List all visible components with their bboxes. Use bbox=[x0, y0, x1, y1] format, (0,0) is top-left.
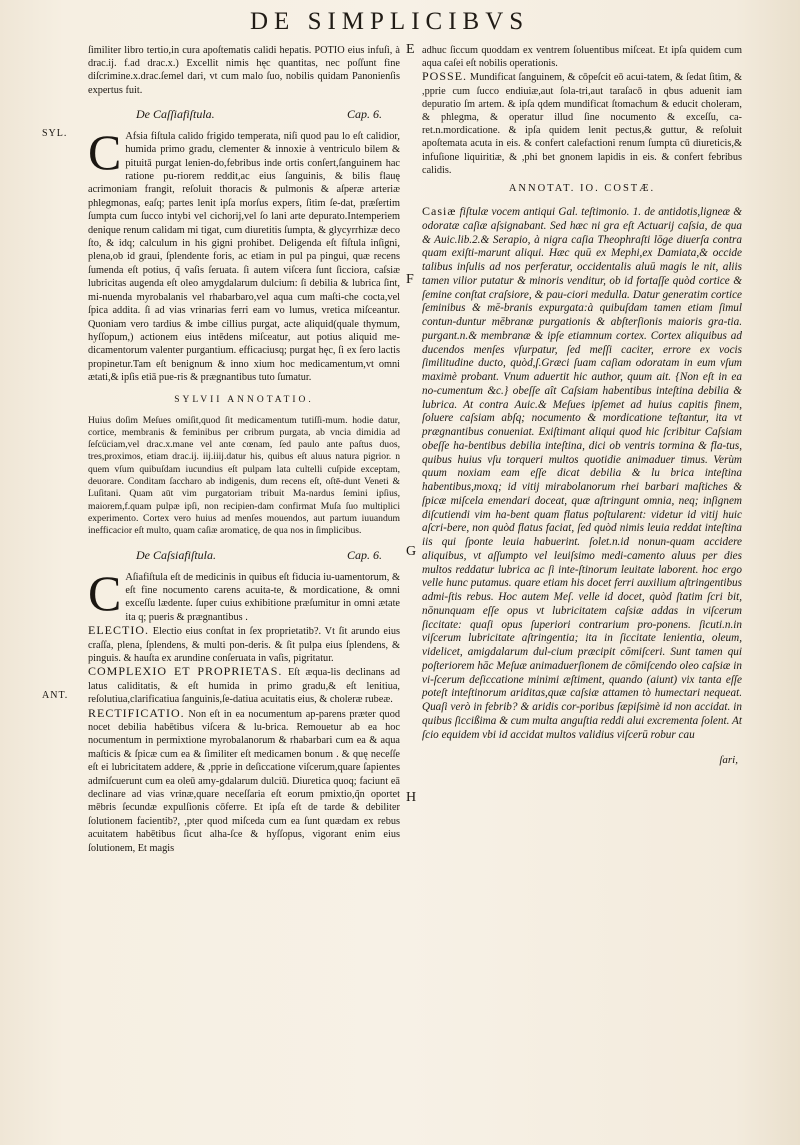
electio-section bbox=[88, 624, 400, 665]
antidotarium-intro: Aſiafiſtula eſt de medicinis in quibus eſt fiducia iu-uamentorum, & eſt fine nocumento carens acuita-te, & mordicatione, & omni exceſſu lædente. ſuper cuius exhibitione præſumitur in omni ætate ita q; pueris & prægnantibus . bbox=[125, 571, 400, 623]
rectificatio-section bbox=[88, 707, 400, 855]
sylvius-entry-text: Afsia fiſtula calido frigido temperata, niſi quod pau lo eſt calidior, humida primo gradu, clementer & innoxie à ventriculo bilem & pituitā purgat lenien-do,febribus inde ortis conſert,ſanguinem hac ratione pu-riorem reddit,ac eius ſanguinis, & bilis flauę acrimoniam frangit, reſoluit thoracis & pulmonis & aſperæ arteriæ phlegmonas, eaſq; partes lenit ipſa morſus expers, ſitim ſe-dat, præſertim ſumpta cum ſucco intybi vel cichorij,vel ſo lani arte depurato.Intemperiem denique renum calidam mi tigat, cum diuretitis ſumpta, & glycyrrhizæ deco ſto, & idq; calculum in his gigni prohibet. Deligenda eſt fiſtula inſigni, plena,ob id graui, ſplendente foris, ac etiam in pul pa pingui, quæ recens ſumenda eſt potius, q̃ vaſis ſeruata. ſi autem viſcera ſunt ſicciora, caſsiæ lubricitas augenda eſt oleo amygdalarum dulcium: ſi debilia & lubrica ſint, mi-nuenda myrobalanis vel rhabarbaro,vel aqua cum maſti-che cocta,vel ſpica addita. ſi ad vias vrinarias ferri eam vo lumus, vretica miſceantur. Quoniam vero tardius & imbe cillius purgat, acte aliquid(quale thymum, hyſſopum,) actionem eius intēdens miſceatur, aut potius aliquid me-dicamentorum valenter purgantium. efficaciusq; purgat hęc, ſi ex ſero lactis propinetur.Tam eſt benignum & inno xium hoc medicamentum,vt omni ætati,& ipſis etiā pue-ris & prægnantibus tuto ſumatur. bbox=[88, 130, 400, 384]
continued-text: adhuc ſiccum quoddam ex ventrem ſoluentibus miſceat. Et ipſa quidem cum aqua caſei eſt nobilis operationis. bbox=[422, 45, 742, 70]
antidotarium-entry bbox=[88, 564, 400, 625]
chapter-number: Cap. 6. bbox=[346, 106, 382, 121]
margin-letter-h: H bbox=[406, 790, 417, 805]
margin-letter-g: G bbox=[406, 544, 417, 559]
sylvius-entry bbox=[88, 123, 400, 385]
annotation-body: fiſtulæ vocem antiqui Gal. teſtimonio. 1. de antidotis,ligneæ & odoratæ caſiæ aſsignabant. Sed hæc ni gra eſt Actuarij caſsia, de qua & Auic.lib.2.& Serapio, à nigra caſia Theophraſti lōge diuerſa contra quam exiſti-marunt aliqui. Hæc quū ex Mephi,ex Damiata,& occide talibus inſulis ad nos perferatur, occidentalis aluū magis le nit, aliis tamen vilior putatur & minoris venditur, ob id fortaſſe quòd cortice & ſemine conſtat craſsiore, & pau-ciori medulla. Datur generatim cortice ſeminibus & mē-branis expurgata:à quibuſdam tamen etiam ſimul contun-duntur mēbranæ purgationis & abſterſionis maioris gra-tia. purgant.n.& membranæ & ipſe etiamnum cortex. Cortex aliquibus ad ducendos menſes vſurpatur, ſed meſſi caciter, errore ex vocis ſimilitudine ducto, quòd,ſ.Græci ſuam caſiam odoratam in eum vſum maximè probant. Vnum aduertit hic author, quum ait. {Non eſt in ea no-cumentum &c.} obeſſe aît Caſsiam habentibus inteſtina debilia & lubrica. At contra Auic.& Meſues ipſemet ad huius capitis finem, ſoluere caſsiam abſq; nocumento & mordicatione teſtantur, ita vt prægnantibus conueniat. Exiſtimant aliqui quod hic ſcribitur Caſsiam obeſſe ha-bentibus debilia inteſtina, dici ob ventris tormina & fla-tus, quibus huius vſu torqueri multos quotidie animaduer timus. Verùm quum noxiam eam eſſe dicat debilia & lu brica inteſtina habentibus,moxq; id vitij mirabolanorum rhei barbari maſtiches & ſpicæ miſcela emendari doceat, quæ aſtringunt omnia, neq; inſignem diſcutiendi vim ha-bent quam flatus poſtularent: videtur id vitij huic aſcri-bere, non quòd flatus faciat, ſed quòd nimis leuia reddat inteſtina iis qui ſponte leuia habuerint. ſolet.n.id nonun-quam accidere aliquibus, vt aſſumpto vel leuiſsimo medi-camento aluus per dies multos reddatur lubrica ac ſi inte-ſtinorum leuitate laborent. hoc ergo velle hunc putamus. quare etiam his docet ferri auxilium aſtringentibus admi-ſtis rebus. Hoc autem Meſ. velle id docet, quòd ſtatim ſcri bit, nōnunquam eſſe opus vt lubricitatem caſsiæ addas in viſcerum ſiccitate: quaſi opus ſuperiori contrarium pro-ponens. ſicuti.n.in viſcerum lubricitate aſtringentia; ita in ſiccitate lenientia, oleum, videlicet, amigdalarum dul-cium præcipit cōmiſceri. Sunt tamen qui poſteriorem hāc Meſuæ animaduerſionem de cōmiſcendo oleo caſsiæ in vi-ſcerum deſiccatione minimi æſtiment, quando (aiunt) vix tanta eſſe poteſt inteſtinorum ariditas,quæ caſsiæ attamen tò humectari nequeat. Quaſi verò in febrib? & aridis cor-poribus ſæpiſsimè id non accidat. in quibus ſiccißima & cum multa anguſtia reddi alui excrementa ſolent. At ſcio equidem vbi id accidat multos validius viſcerū robur cau bbox=[422, 206, 742, 741]
section-label: ELECTIO. bbox=[88, 623, 149, 638]
section-label: COMPLEXIO ET PROPRIETAS. bbox=[88, 664, 283, 679]
intro-paragraph: ſimiliter libro tertio,in cura apoſtematis calidi hepatis. POTIO eius infuſi, à drac.ij. f.ad drac.x.) Excellit nimis hęc quantitas, nec poſſunt fine diſcrimine.x.drac.ſemel dari, vt cum malo ſuo, nobilis quidam Panonienſis expertus fuit. bbox=[88, 45, 400, 96]
catchword: ſari, bbox=[719, 753, 738, 766]
costa-annotation-text bbox=[422, 205, 742, 742]
sylvii-annotatio-heading: SYLVII ANNOTATIO. bbox=[174, 394, 314, 405]
sylvii-annotatio-text: Huius doſim Meſues omiſit,quod ſit medicamentum tutiſſi-mum. hodie datur, cortice, membranis & feminibus per cribrum purgata, ab vncia dimidia ad ſeſcüciam,vel drac.x.mane vel ante cœnam, ſed paulo ante paſtus duos, tres,proximos, etiam drac.ij. iij.iiij.datur his, quibus eſt aluus natura pigrior. n quem vſum quibuſdam iucundius eſt pulpam lata cultelli cuſpide exceptam, deuorare. Conditam ſaccharo ab indigenis, dum recens eſt, oſtē-dunt Veneti & Luſitani. Quam aūt vim purgatoriam tribuit Ma-nardus ſemini ipſius, maiorem,f.quam pulpæ ipſi, non recipien-dam confirmat Muſa ſuo multiplici experimento. Cortex vero huius ad menſes mouendos, aut partum iuuandum inefficacior eſt multo, quam caſiæ aromaticę, de qua nos in ſimplicibus. bbox=[88, 414, 400, 537]
section-label: POSSE. bbox=[422, 69, 468, 84]
margin-label-ant: ANT. bbox=[42, 690, 69, 701]
posse-section bbox=[422, 70, 742, 177]
annotation-opening-word: Casiæ bbox=[422, 204, 457, 219]
section-text: Eſt æqua-lis declinans ad latus caliditatis, & eſt humida in primo gradu,& eſt lenitiua, reſolutiua,clarificatiua ſanguinis,ſe-datiua acuitatis eius, & choleræ rubeæ. bbox=[88, 667, 401, 706]
chapter-title: De Caſſiafiſtula. bbox=[136, 106, 215, 121]
section-text: Non eſt in ea nocumentum ap-parens præter quod nocet debilia habētibus viſcera & lu-brica. Remouetur ab ea hoc nocumentum in permixtione myrobalanorum & rhabarbari cum ea & aqua maſticis & ſpicæ cum ea & ſimiliter eſt medicamen bonum . & quę neceſſe eſt ei lubricitatem addere, & ,pprie in deſiccatione viſcerum,quare ſapientes admiſcuerunt cum ea oleū amy-gdalarum dulciū. Diuretica quoq; faciunt eā declinare ad vias vrinæ,quare neceſſaria eſt eorum pmixtio,q̃n oportet mēbris ſecundæ expulſionis cōferre. Et ipſa eſt de tarde & debiliter ſolutionem facientib?, ,pter quod miſceda cum ea ſunt quædam ex rebus acuitatem habētibus ſicut alha-ſce & hyſſopus, vigorant enim eius ſolutionem, Et magis bbox=[88, 708, 400, 854]
complexio-section bbox=[88, 665, 400, 706]
drop-capital: C bbox=[88, 123, 122, 180]
section-text: Electio eius conſtat in ſex proprietatib?. Vt ſit arundo eius craſſa, plena, ſplendens, & multi pon-deris. & ſit pulpa eius ſplendens, & pinguis. & hauſta ex arundine conſeruata in vaſis, pigritatur. bbox=[88, 626, 401, 664]
drop-capital: C bbox=[88, 564, 122, 621]
margin-letter-f: F bbox=[406, 272, 414, 287]
chapter-title: De Caſsiafiſtula. bbox=[136, 547, 217, 562]
costa-annotation-heading: ANNOTAT. IO. COSTÆ. bbox=[508, 183, 656, 195]
section-label: RECTIFICATIO. bbox=[88, 705, 185, 720]
running-title: DE SIMPLICIBVS bbox=[250, 8, 530, 35]
section-text: Mundificat ſanguinem, & cōpeſcit eō acui-tatem, & ſedat ſitim, & ,pprie cum ſucco endiuiæ,aut ſola-tri,aut taraſacō in qbus aduenit iam depuratio ſm artem. & ipſa qdem mundificat ſtomachum & educit choleram, & phlegma, & operatur illud ſine nocumento & exceſſu, ca-ret.n.mordicatione. & ipſa quidem lenit pectus,& guttur, & reſoluit apoſtemata acuta in eis. & confert calefactioni renum ſumpta cū diureticis,& infuſione liquiritiæ, & ,phi bet gnonem lapidis in eis. & confert febribus calidis. bbox=[422, 72, 743, 176]
margin-letter-e: E bbox=[406, 42, 415, 57]
chapter-heading-ant bbox=[136, 548, 382, 563]
left-column bbox=[88, 44, 400, 855]
chapter-number: Cap. 6. bbox=[346, 547, 382, 562]
chapter-heading-syl bbox=[136, 107, 382, 122]
margin-label-syl: SYL. bbox=[42, 128, 68, 139]
right-column bbox=[422, 44, 742, 766]
